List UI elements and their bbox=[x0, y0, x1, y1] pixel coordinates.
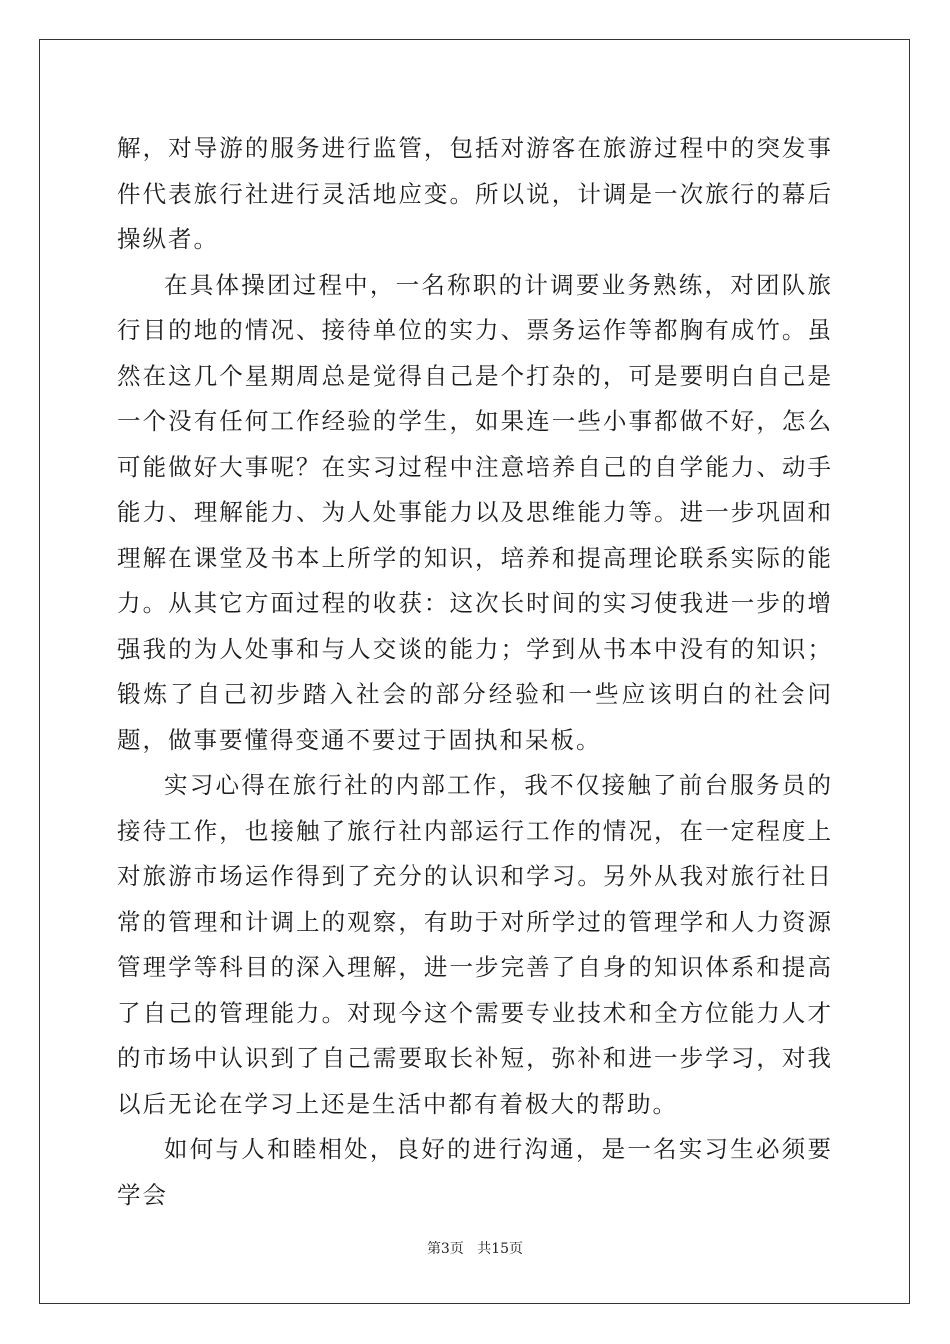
document-body bbox=[117, 126, 833, 1218]
paragraph-2: 在具体操团过程中，一名称职的计调要业务熟练，对团队旅行目的地的情况、接待单位的实力、票务运作等都胸有成竹。虽然在这几个星期周总是觉得自己是个打杂的，可是要明白自己是一个没有任何工作经验的学生，如果连一些小事都做不好，怎么可能做好大事呢？在实习过程中注意培养自己的自学能力、动手能力、理解能力、为人处事能力以及思维能力等。进一步巩固和理解在课堂及书本上所学的知识，培养和提高理论联系实际的能力。从其它方面过程的收获：这次长时间的实习使我进一步的增强我的为人处事和与人交谈的能力；学到从书本中没有的知识；锻炼了自己初步踏入社会的部分经验和一些应该明白的社会问题，做事要懂得变通不要过于固执和呆板。 bbox=[117, 270, 833, 754]
paragraph-4: 如何与人和睦相处，良好的进行沟通，是一名实习生必须要学会 bbox=[117, 1135, 833, 1209]
page-total: 共15页 bbox=[477, 1241, 524, 1257]
paragraph-1: 解，对导游的服务进行监管，包括对游客在旅游过程中的突发事件代表旅行社进行灵活地应变。所以说，计调是一次旅行的幕后操纵者。 bbox=[117, 134, 833, 253]
page-footer bbox=[0, 1238, 950, 1258]
page-number: 第3页 bbox=[426, 1241, 464, 1257]
paragraph-3: 实习心得在旅行社的内部工作，我不仅接触了前台服务员的接待工作，也接触了旅行社内部运行工作的情况，在一定程度上对旅游市场运作得到了充分的认识和学习。另外从我对旅行社日常的管理和计调上的观察，有助于对所学过的管理学和人力资源管理学等科目的深入理解，进一步完善了自身的知识体系和提高了自己的管理能力。对现今这个需要专业技术和全方位能力人才的市场中认识到了自己需要取长补短，弥补和进一步学习，对我以后无论在学习上还是生活中都有着极大的帮助。 bbox=[117, 771, 833, 1118]
